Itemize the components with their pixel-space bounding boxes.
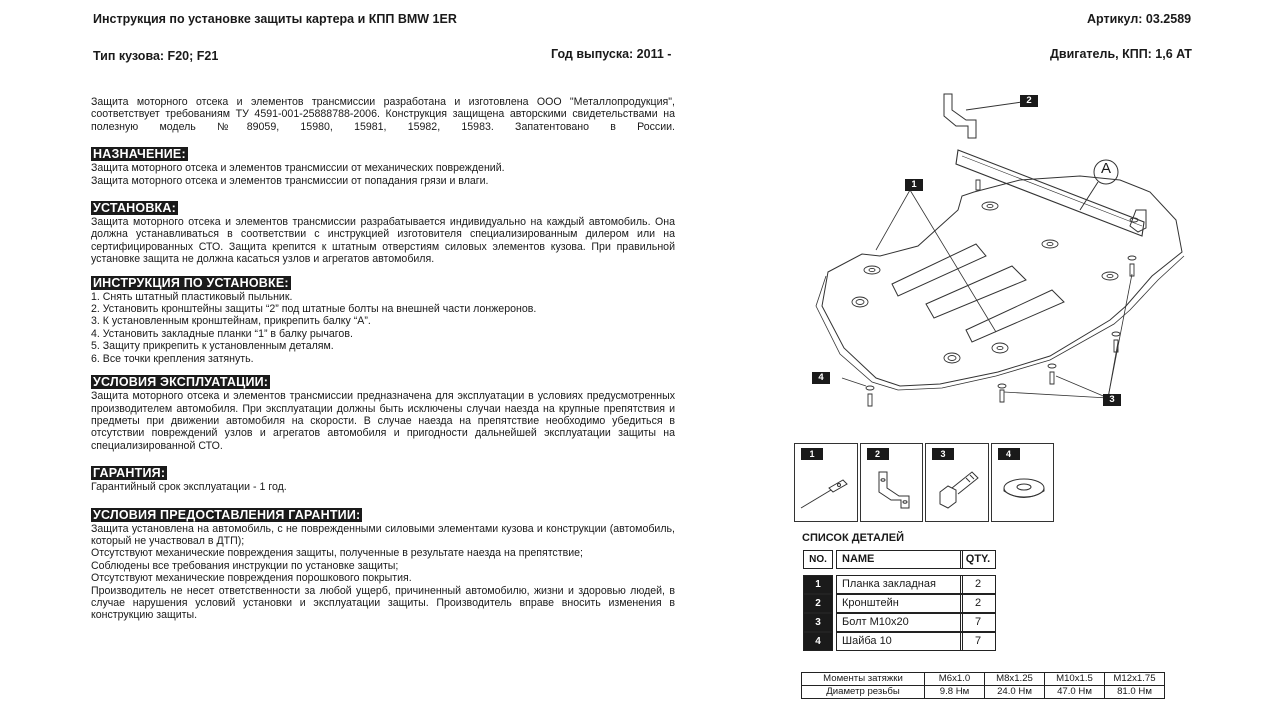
row-name: Болт М10х20	[836, 613, 963, 632]
bracket-icon	[861, 458, 925, 520]
part-icons	[794, 443, 1056, 522]
row-qty: 2	[960, 575, 996, 594]
instruction-step: 3. К установленным кронштейнам, прикрепить балку “А”.	[91, 315, 371, 328]
thread-size: M6x1.0	[925, 673, 985, 686]
body-type: Тип кузова: F20; F21	[93, 49, 219, 63]
usage-title: УСЛОВИЯ ЭКСПЛУАТАЦИИ:	[93, 375, 269, 390]
usage-paragraph: Защита моторного отсека и элементов трансмиссии предназначена для эксплуатации в условиях предусмотренных производителем автомобиля. При эксплуатации должны быть исключены случаи наезда на крупные препятствия и предметы при движении автомобиля на скорости. В случае наезда на препятствие необходимо убедиться в отсутствии повреждений узлов и агрегатов автомобиля и пригодности дальнейшей эксплуатации защиты на специализированной СТО.	[91, 390, 675, 452]
install-paragraph: Защита моторного отсека и элементов трансмиссии разрабатывается индивидуально на каждый автомобиль. Она должна устанавливаться в соответствии с инструкцией изготовителя специализированным дилером или на сертифицированных СТО. Защита крепится к штатным отверстиям силовых элементов кузова. При правильной установке защита не должна касаться узлов и агрегатов автомобиля.	[91, 216, 675, 266]
document-title: Инструкция по установке защиты картера и КПП BMW 1ER	[93, 12, 457, 26]
torque-value-row	[802, 686, 1165, 699]
row-name: Шайба 10	[836, 632, 963, 651]
header-name: NAME	[836, 550, 963, 569]
part-box-3: 3	[925, 443, 989, 522]
callout-bracket: 2	[1020, 95, 1038, 107]
row-qty: 7	[960, 632, 996, 651]
beam-a	[956, 150, 1144, 236]
fasteners	[866, 180, 1138, 406]
plate-cutout	[966, 290, 1064, 342]
instruction-step: 1. Снять штатный пластиковый пыльник.	[91, 290, 293, 303]
warranty-condition: Соблюдены все требования инструкции по установке защиты;	[91, 559, 399, 572]
warranty-text: Гарантийный срок эксплуатации - 1 год.	[91, 481, 287, 494]
purpose-title: НАЗНАЧЕНИЕ:	[93, 147, 186, 162]
washer-icon	[992, 458, 1056, 520]
warranty-condition: Защита установлена на автомобиль, с не поврежденными силовыми элементами кузова и конструкции (автомобиль, который не участвовал в ДТП);	[91, 522, 675, 547]
torque-value: 9.8 Нм	[925, 686, 985, 699]
callout-washer: 4	[812, 372, 830, 384]
warranty-title: ГАРАНТИЯ:	[93, 466, 166, 481]
instructions-title: ИНСТРУКЦИЯ ПО УСТАНОВКЕ:	[93, 275, 289, 290]
callout-insert-plate: 1	[905, 179, 923, 191]
plate-cutout	[926, 266, 1026, 318]
torque-table	[801, 672, 1165, 699]
skid-plate-outline	[822, 176, 1182, 386]
plate-cutout	[892, 244, 986, 296]
part-box-2: 2	[860, 443, 924, 522]
thread-diameter-label: Диаметр резьбы	[802, 686, 925, 699]
engine-gearbox: Двигатель, КПП: 1,6 AT	[1050, 47, 1192, 61]
instruction-step: 4. Установить закладные планки “1” в балку рычагов.	[91, 327, 353, 340]
warranty-condition: Отсутствуют механические повреждения порошкового покрытия.	[91, 572, 412, 585]
release-year: Год выпуска: 2011 -	[551, 47, 672, 61]
label-beam-a: A	[1100, 160, 1111, 177]
row-no: 1	[803, 575, 833, 594]
row-name: Планка закладная	[836, 575, 963, 594]
purpose-line: Защита моторного отсека и элементов трансмиссии от попадания грязи и влаги.	[91, 174, 489, 187]
part-box-4: 4	[991, 443, 1055, 522]
warranty-conditions-title: УСЛОВИЯ ПРЕДОСТАВЛЕНИЯ ГАРАНТИИ:	[93, 507, 361, 522]
thread-size: M8x1.25	[985, 673, 1045, 686]
torque-value: 81.0 Нм	[1105, 686, 1165, 699]
intro-paragraph: Защита моторного отсека и элементов трансмиссии разработана и изготовлена ООО "Металлопродукция", соответствует требованиям ТУ 4591-001-25888788-2006. Конструкция защищена авторскими свидетельствами на полезную модель №89059, 15980, 15981, 15982, 15983. Запатентовано в России.	[91, 96, 675, 133]
row-name: Кронштейн	[836, 594, 963, 613]
instruction-step: 2. Установить кронштейны защиты “2” под штатные болты на внешней части лонжеронов.	[91, 303, 537, 316]
thread-size: M10x1.5	[1045, 673, 1105, 686]
torque-value: 47.0 Нм	[1045, 686, 1105, 699]
install-title: УСТАНОВКА:	[93, 201, 176, 216]
parts-list-title: СПИСОК ДЕТАЛЕЙ	[802, 532, 904, 544]
warranty-condition: Отсутствуют механические повреждения защиты, полученные в результате наезда на препятствие;	[91, 547, 583, 560]
instruction-step: 5. Защиту прикрепить к установленным деталям.	[91, 340, 334, 353]
insert-plate-icon	[795, 458, 859, 520]
part-box-1: 1	[794, 443, 858, 522]
row-qty: 7	[960, 613, 996, 632]
warranty-disclaimer: Производитель не несет ответственности за любой ущерб, причиненный автомобилю, жизни и здоровью людей, в случае нарушения условий установки и эксплуатации защиты. Производитель вправе вносить изменения в конструкцию защиты.	[91, 584, 675, 622]
row-no: 3	[803, 613, 833, 632]
thread-size: M12x1.75	[1105, 673, 1165, 686]
header-no: NO.	[803, 550, 833, 569]
bolt-icon	[926, 458, 990, 520]
row-no: 2	[803, 594, 833, 613]
torque-value: 24.0 Нм	[985, 686, 1045, 699]
purpose-line: Защита моторного отсека и элементов трансмиссии от механических повреждений.	[91, 162, 505, 175]
bracket-2	[944, 94, 976, 138]
callout-bolt: 3	[1103, 394, 1121, 406]
instruction-step: 6. Все точки крепления затянуть.	[91, 352, 254, 365]
header-qty: QTY.	[960, 550, 996, 569]
article-number: Артикул: 03.2589	[1087, 12, 1192, 26]
row-qty: 2	[960, 594, 996, 613]
instruction-text	[91, 96, 675, 622]
torque-label: Моменты затяжки	[802, 673, 925, 686]
row-no: 4	[803, 632, 833, 651]
assembly-diagram	[780, 80, 1200, 425]
torque-thread-row	[802, 673, 1165, 686]
